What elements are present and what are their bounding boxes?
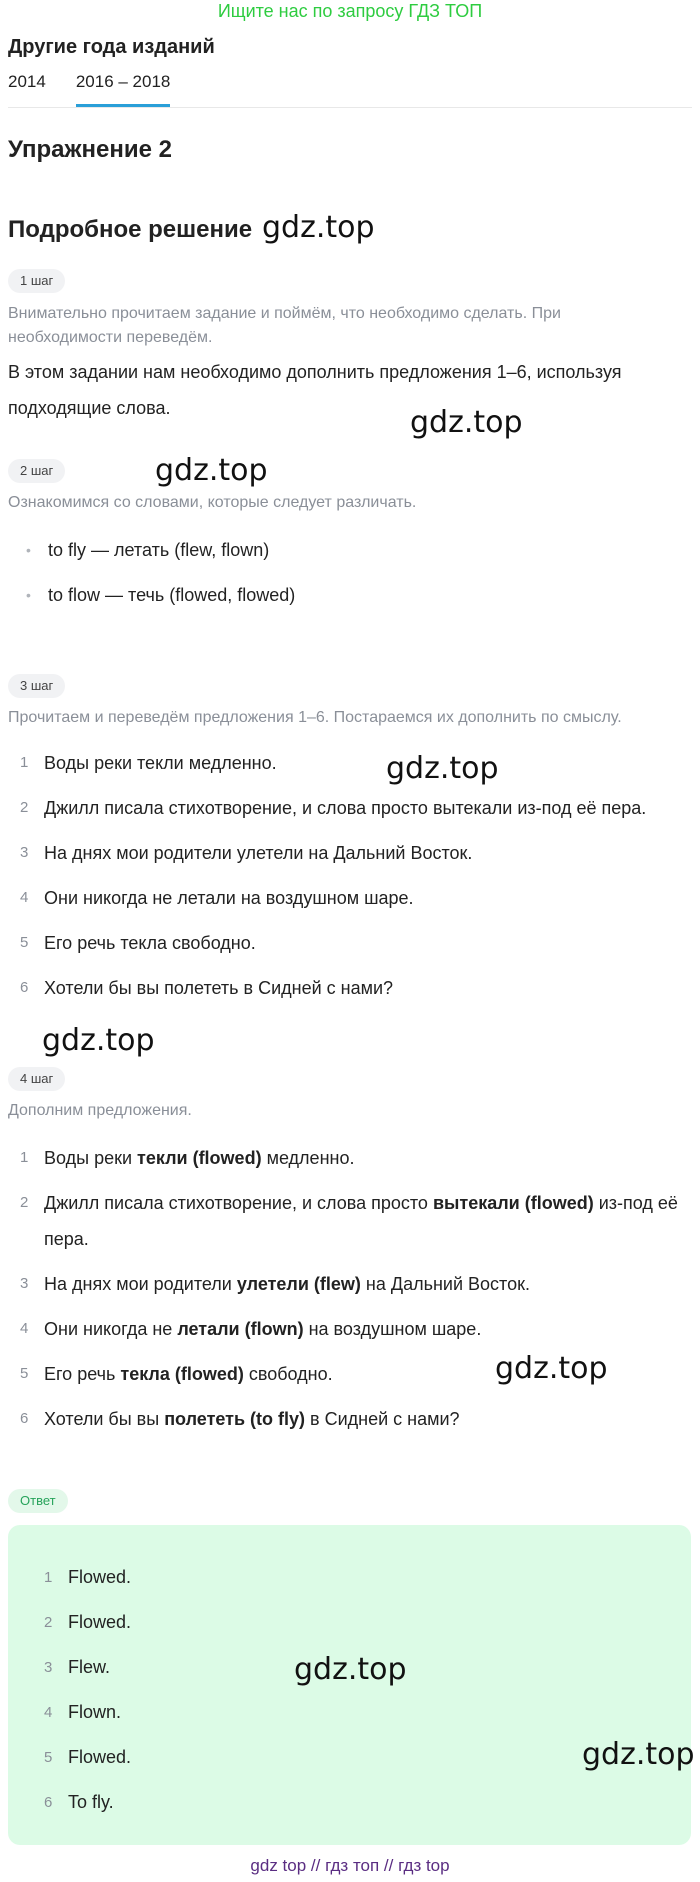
- list-item: 2 Flowed.: [44, 1612, 132, 1632]
- step-1-text: В этом задании нам необходимо дополнить предложения 1–6, используя подходящие слова.: [8, 362, 622, 418]
- watermark: gdz.top: [42, 1023, 155, 1058]
- list-item: • to fly — летать (flew, flown): [26, 528, 295, 573]
- list-item: 3 На днях мои родители улетели (flew) на Дальний Восток.: [20, 1274, 530, 1294]
- list-item: 2 Джилл писала стихотворение, и слова просто вытекали из-под её пера.: [20, 798, 647, 818]
- list-item: 1 Воды реки текли (flowed) медленно.: [20, 1148, 355, 1168]
- exercise-title: Упражнение 2: [8, 136, 172, 163]
- divider: [8, 107, 692, 108]
- list-item: 5 Его речь текла (flowed) свободно.: [20, 1364, 333, 1384]
- solution-title: Подробное решение: [8, 216, 253, 243]
- watermark: gdz.top: [410, 405, 523, 440]
- step-1-badge: 1 шаг: [8, 269, 65, 293]
- list-item: • to flow — течь (flowed, flowed): [26, 573, 295, 618]
- list-item: 4 Flown.: [44, 1702, 122, 1722]
- watermark: gdz.top: [495, 1351, 608, 1386]
- step-2-badge: 2 шаг: [8, 459, 65, 483]
- word-list: [26, 528, 295, 618]
- tab-year-2014[interactable]: 2014: [8, 72, 46, 91]
- watermark: gdz.top: [294, 1652, 407, 1687]
- step-3-hint: Прочитаем и переведём предложения 1–6. Постараемся их дополнить по смыслу.: [8, 709, 622, 726]
- list-item: 6 Хотели бы вы полететь (to fly) в Сидней с нами?: [20, 1409, 460, 1429]
- answer-badge: Ответ: [8, 1489, 68, 1513]
- step-3-badge: 3 шаг: [8, 674, 65, 698]
- search-banner: Ищите нас по запросу ГДЗ ТОП: [217, 1, 483, 21]
- step-4-badge: 4 шаг: [8, 1067, 65, 1091]
- list-item: 3 Flew.: [44, 1657, 111, 1677]
- list-item: 6 Хотели бы вы полететь в Сидней с нами?: [20, 978, 394, 998]
- list-item: 5 Flowed.: [44, 1747, 132, 1767]
- other-years-title: Другие года изданий: [8, 36, 215, 58]
- list-item: 6 To fly.: [44, 1792, 114, 1812]
- list-item: 5 Его речь текла свободно.: [20, 933, 256, 953]
- list-item: 1 Flowed.: [44, 1567, 132, 1587]
- footer-links[interactable]: gdz top // гдз топ // гдз top: [250, 1856, 450, 1875]
- list-item: 1 Воды реки текли медленно.: [20, 753, 277, 773]
- list-item: 2 Джилл писала стихотворение, и слова просто вытекали (flowed) из-под её пера.: [20, 1193, 678, 1249]
- list-item: 3 На днях мои родители улетели на Дальний Восток.: [20, 843, 473, 863]
- year-tabs: [8, 72, 170, 107]
- list-item: 4 Они никогда не летали на воздушном шаре.: [20, 888, 414, 908]
- watermark: gdz.top: [155, 453, 268, 488]
- completed-sentences-list: [20, 1140, 690, 1446]
- step-2-hint: Ознакомимся со словами, которые следует различать.: [8, 494, 417, 511]
- watermark: gdz.top: [386, 751, 499, 786]
- watermark: gdz.top: [262, 210, 375, 245]
- list-item: 4 Они никогда не летали (flown) на воздушном шаре.: [20, 1319, 482, 1339]
- step-1-hint: Внимательно прочитаем задание и поймём, что необходимо сделать. При необходимости переведём.: [8, 305, 561, 346]
- answer-list: [44, 1555, 131, 1825]
- watermark: gdz.top: [582, 1737, 695, 1772]
- translation-list: [20, 745, 690, 1015]
- step-4-hint: Дополним предложения.: [8, 1102, 192, 1119]
- tab-year-2016-2018[interactable]: 2016 – 2018: [76, 72, 171, 107]
